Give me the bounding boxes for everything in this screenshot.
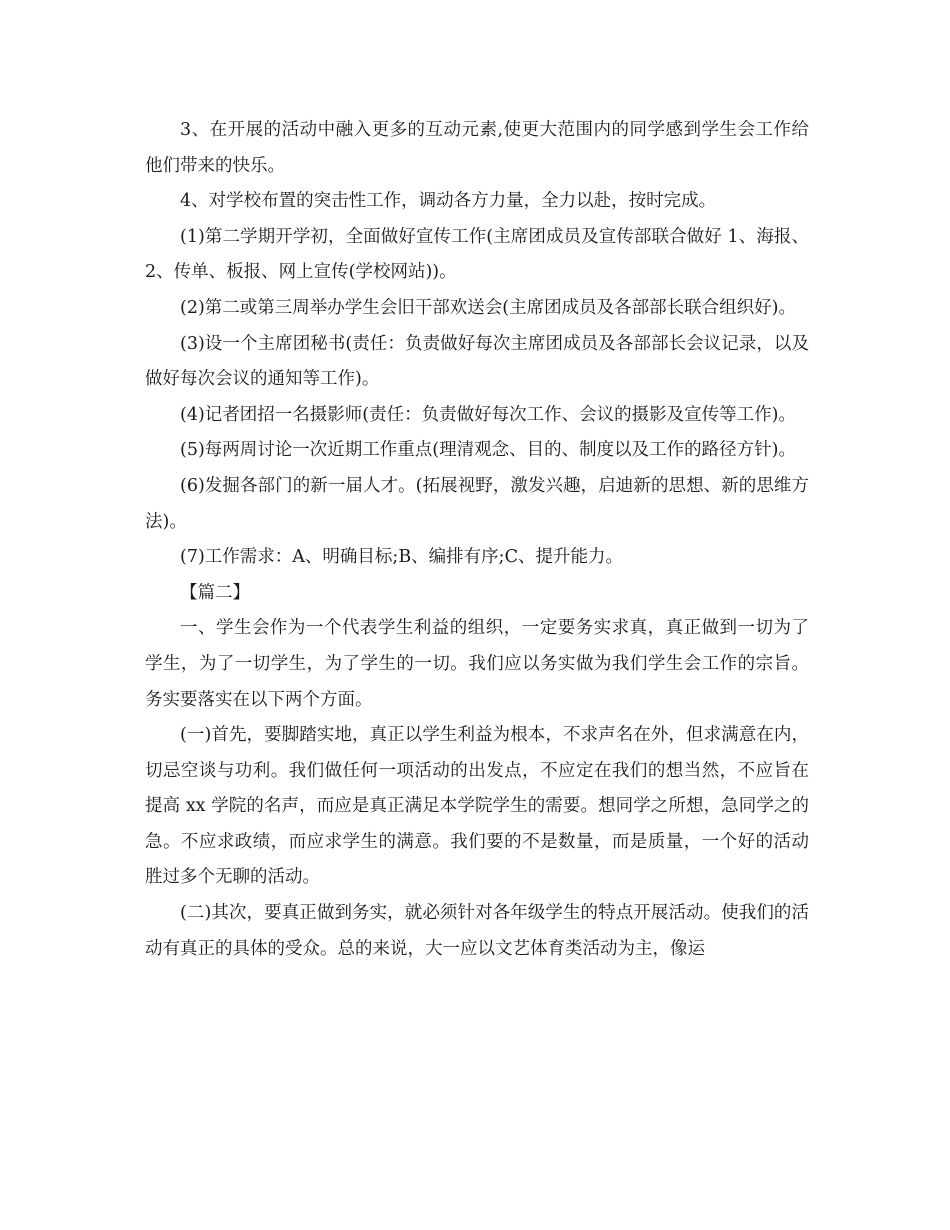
- section2-paragraph-1: 一、学生会作为一个代表学生利益的组织，一定要务实求真，真正做到一切为了学生，为了一切学生，为了学生的一切。我们应以务实做为我们学生会工作的宗旨。务实要落实在以下两个方面。: [145, 618, 809, 710]
- paragraph-4: 4、对学校布置的突击性工作，调动各方力量，全力以赴，按时完成。: [180, 191, 717, 212]
- item-5: (5)每两周讨论一次近期工作重点(理清观念、目的、制度以及工作的路径方针)。: [180, 440, 796, 461]
- section2-paragraph-3: (二)其次，要真正做到务实，就必须针对各年级学生的特点开展活动。使我们的活动有真正的具体的受众。总的来说，大一应以文艺体育类活动为主，像运: [145, 903, 809, 959]
- item-4: (4)记者团招一名摄影师(责任：负责做好每次工作、会议的摄影及宣传等工作)。: [180, 404, 796, 425]
- item-3: (3)设一个主席团秘书(责任：负责做好每次主席团成员及各部部长会议记录，以及做好每次会议的通知等工作)。: [145, 333, 809, 390]
- section-heading: 【篇二】: [180, 582, 250, 603]
- item-1: (1)第二学期开学初，全面做好宣传工作(主席团成员及宣传部联合做好 1、海报、2、传单、板报、网上宣传(学校网站))。: [145, 226, 809, 283]
- item-7: (7)工作需求：A、明确目标;B、编排有序;C、提升能力。: [180, 547, 623, 568]
- item-6: (6)发掘各部门的新一届人才。(拓展视野，激发兴趣，启迪新的思想、新的思维方法)。: [145, 475, 809, 532]
- document-page: [145, 113, 809, 967]
- paragraph-3: 3、在开展的活动中融入更多的互动元素,使更大范围内的同学感到学生会工作给他们带来的快乐。: [145, 120, 809, 176]
- item-2: (2)第二或第三周举办学生会旧干部欢送会(主席团成员及各部部长联合组织好)。: [180, 297, 796, 318]
- section2-paragraph-2: (一)首先，要脚踏实地，真正以学生利益为根本，不求声名在外，但求满意在内，切忌空谈与功利。我们做任何一项活动的出发点，不应定在我们的想当然，不应旨在提高 xx 学院的名声，而应是真正满足本学院学生的需要。想同学之所想，急同学之的急。不应求政绩，而应求学生的满意。我们要的不是数量，而是质量，一个好的活动胜过多个无聊的活动。: [145, 725, 809, 888]
